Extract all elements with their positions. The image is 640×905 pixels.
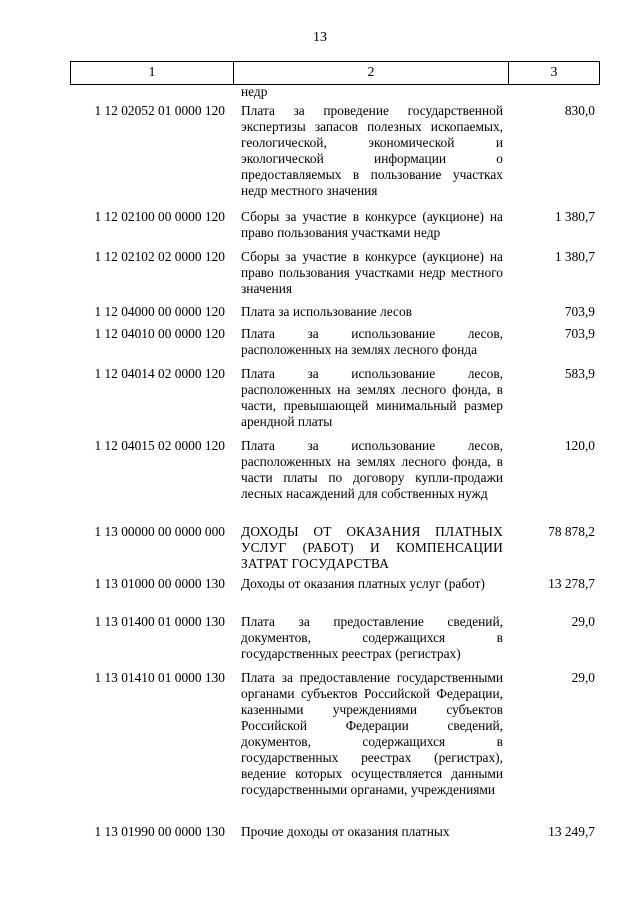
row-name: Плата за предоставление сведений, документов, содержащихся в государственных реестрах (регистрах) [241, 614, 503, 661]
row-name: ДОХОДЫ ОТ ОКАЗАНИЯ ПЛАТНЫХ УСЛУГ (РАБОТ) И КОМПЕНСАЦИИ ЗАТРАТ ГОСУДАРСТВА [241, 524, 503, 571]
row-code: 1 12 02100 00 0000 120 [94, 209, 225, 224]
column-header-name: 2 [234, 62, 509, 84]
row-code [70, 84, 233, 103]
row-name: Сборы за участие в конкурсе (аукционе) на право пользования участками недр местного значения [241, 249, 503, 296]
row-code: 1 12 04014 02 0000 120 [94, 366, 225, 381]
row-amount: 120,0 [564, 438, 595, 453]
table-row [70, 670, 600, 824]
row-amount [508, 84, 600, 103]
row-name: Плата за использование лесов, расположенных на землях лесного фонда, в части, превышающей минимальный размер арендной платы [241, 366, 503, 429]
table-body [70, 84, 600, 844]
row-code: 1 13 01400 01 0000 130 [94, 614, 225, 629]
row-amount: 1 380,7 [554, 209, 595, 224]
row-name: Прочие доходы от оказания платных [241, 824, 450, 839]
row-amount: 703,9 [564, 304, 595, 319]
row-amount: 703,9 [564, 326, 595, 341]
row-code: 1 13 01410 01 0000 130 [94, 670, 225, 685]
column-header-amount: 3 [550, 65, 558, 80]
row-amount: 13 278,7 [548, 576, 595, 591]
row-name: Плата за предоставление государственными органами субъектов Российской Федерации, казенными учреждениями субъектов Российской Федерации сведений, документов, содержащихся в государственных реестрах (регистрах), ведение которых осуществляется данными государственными органами, учреждениями [241, 670, 503, 797]
row-code: 1 12 04010 00 0000 120 [94, 326, 225, 341]
row-code: 1 13 00000 00 0000 000 [94, 524, 225, 539]
table-row [70, 84, 600, 103]
row-amount: 13 249,7 [548, 824, 595, 839]
table-row [70, 824, 600, 844]
table-header [70, 61, 600, 85]
row-amount: 830,0 [564, 103, 595, 118]
row-amount: 29,0 [571, 614, 595, 629]
table-row [70, 366, 600, 438]
table-row [70, 326, 600, 366]
row-code: 1 12 02102 02 0000 120 [94, 249, 225, 264]
row-name: Сборы за участие в конкурсе (аукционе) на право пользования участками недр [241, 209, 503, 240]
column-header-code: 1 [71, 62, 234, 84]
table-row [70, 103, 600, 209]
row-name: Плата за использование лесов [241, 304, 412, 319]
row-name: Плата за проведение государственной экспертизы запасов полезных ископаемых, геологической, экономической и экологической информации о предоставляемых в пользование участках недр местного значения [241, 103, 503, 198]
table-row [70, 576, 600, 614]
row-code: 1 12 02052 01 0000 120 [94, 103, 225, 118]
table-row [70, 524, 600, 576]
table-row [70, 614, 600, 670]
row-code: 1 12 04015 02 0000 120 [94, 438, 225, 453]
page-number: 13 [313, 30, 327, 45]
row-name: Доходы от оказания платных услуг (работ) [241, 576, 485, 591]
row-code: 1 13 01000 00 0000 130 [94, 576, 225, 591]
row-code: 1 13 01990 00 0000 130 [94, 824, 225, 839]
table-row [70, 438, 600, 524]
row-amount: 1 380,7 [554, 249, 595, 264]
table-row [70, 209, 600, 249]
row-name: Плата за использование лесов, расположенных на землях лесного фонда [241, 326, 503, 357]
row-amount: 583,9 [564, 366, 595, 381]
table-row [70, 249, 600, 304]
row-name: недр [241, 84, 268, 99]
row-name: Плата за использование лесов, расположенных на землях лесного фонда, в части платы по договору купли-продажи лесных насаждений для собственных нужд [241, 438, 503, 501]
row-amount: 78 878,2 [548, 524, 595, 539]
table-row [70, 304, 600, 326]
row-amount: 29,0 [571, 670, 595, 685]
row-code: 1 12 04000 00 0000 120 [94, 304, 225, 319]
